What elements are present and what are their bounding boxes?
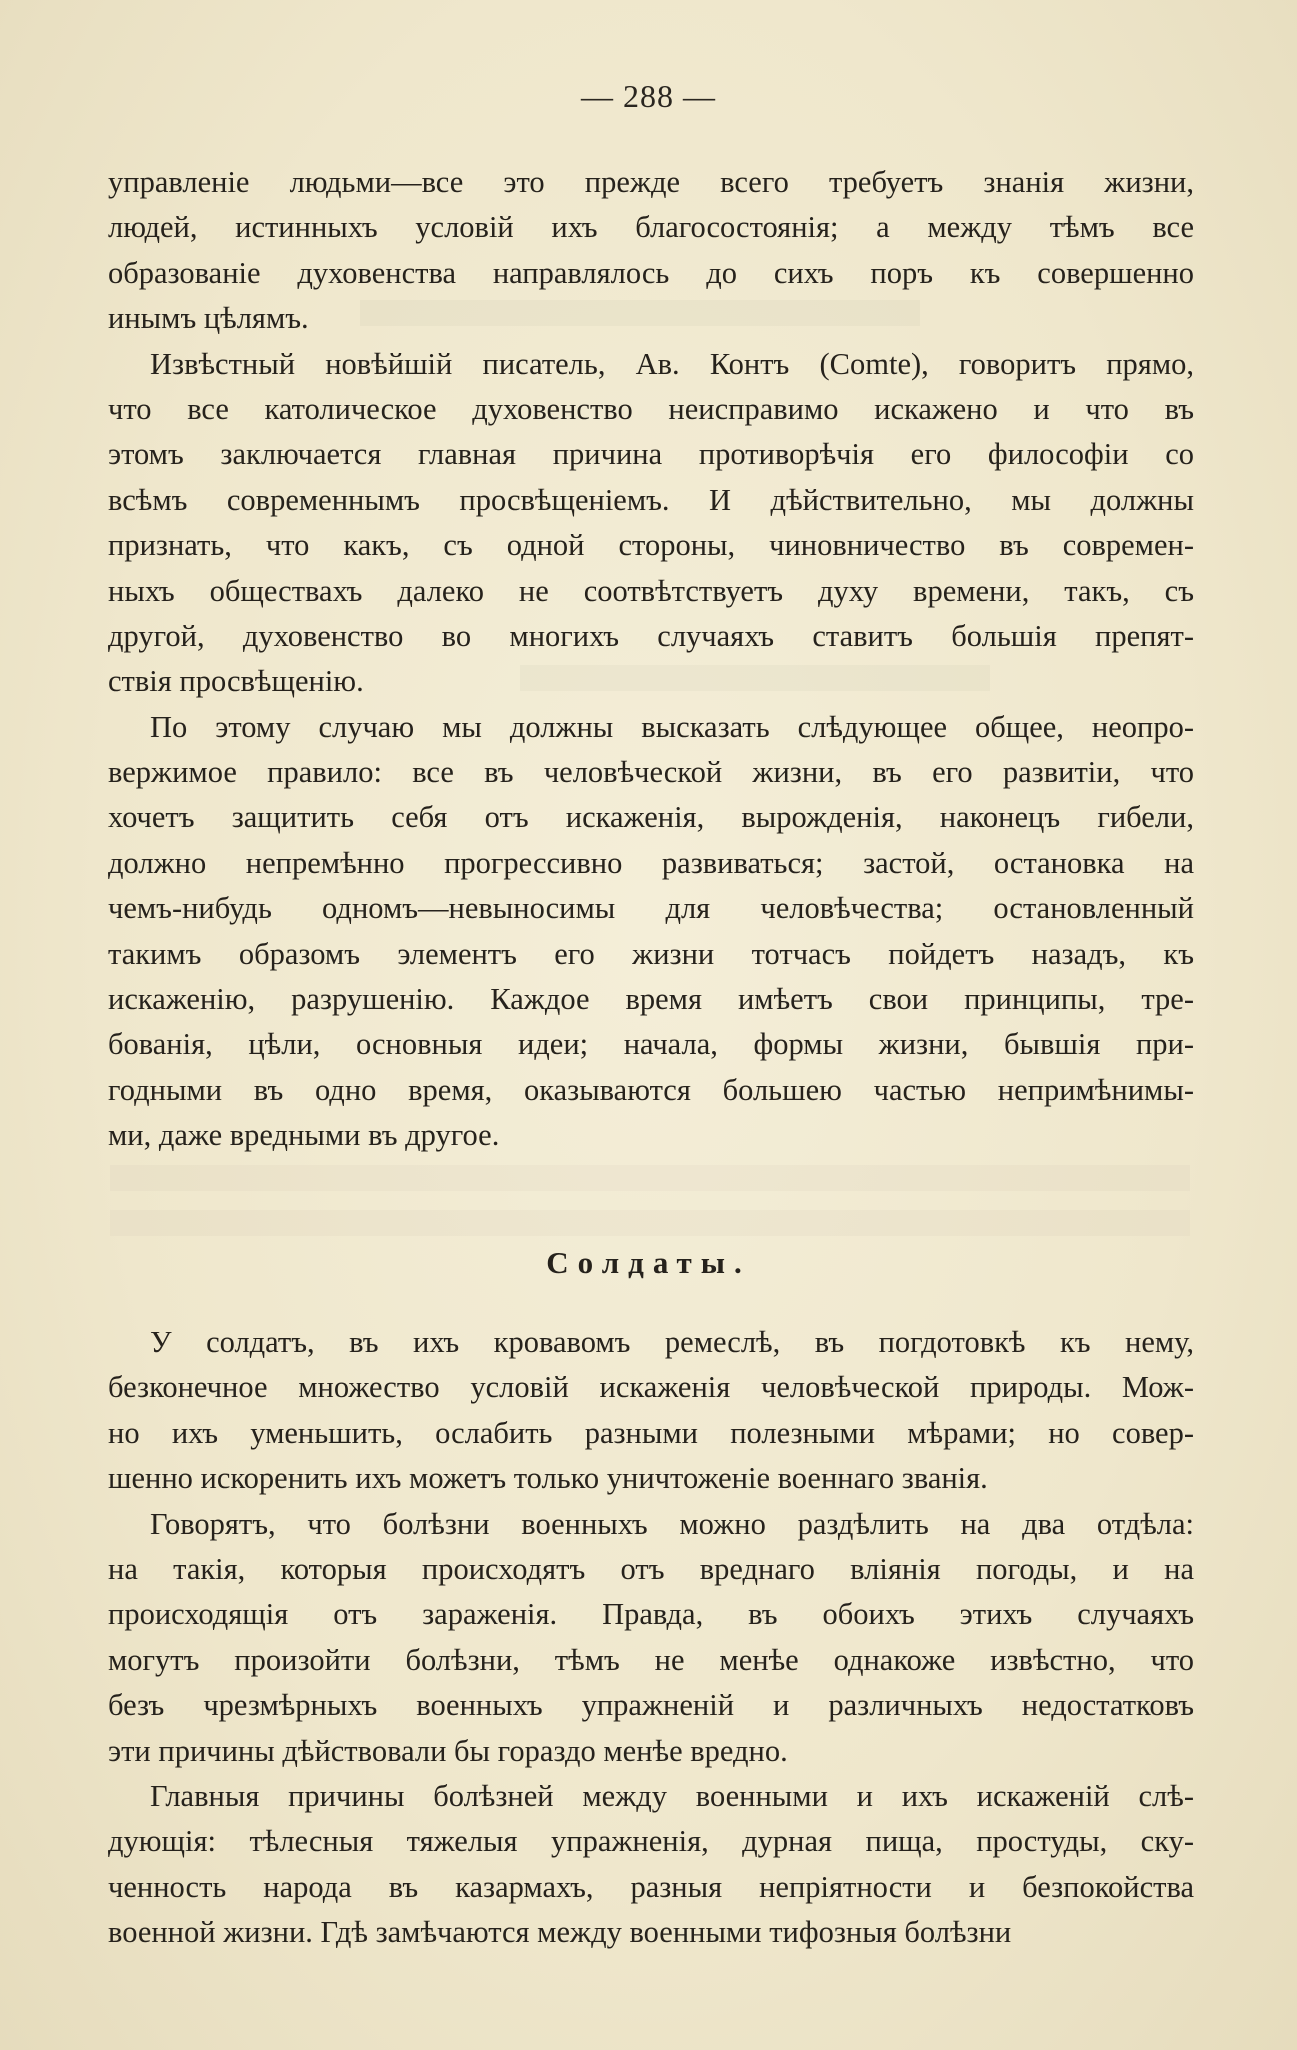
text-line: Главныя причины болѣзней между военными и ихъ искаженій слѣ- bbox=[150, 1778, 1194, 1813]
text-line: управленіе людьми—все это прежде всего требуетъ знанія жизни, bbox=[108, 165, 1194, 199]
text-line: вержимое правило: все въ человѣческой жизни, въ его развитіи, что bbox=[108, 755, 1194, 790]
text-line: чемъ-нибудь одномъ—невыносимы для человѣчества; остановленный bbox=[108, 891, 1194, 926]
show-through-shadow bbox=[110, 1165, 1190, 1191]
text-line: ныхъ обществахъ далеко не соотвѣтствуетъ духу времени, такъ, съ bbox=[108, 573, 1194, 608]
text-line: ченность народа въ казармахъ, разныя непріятности и безпокойства bbox=[108, 1869, 1194, 1904]
text-line: этомъ заключается главная причина противорѣчія его философіи со bbox=[108, 437, 1194, 472]
text-line: должно непремѣнно прогрессивно развиваться; застой, остановка на bbox=[108, 845, 1194, 880]
show-through-shadow bbox=[110, 1210, 1190, 1236]
text-line: что все католическое духовенство неисправимо искажено и что въ bbox=[108, 391, 1194, 426]
text-block-lower bbox=[108, 1320, 1194, 1955]
paragraph bbox=[108, 1774, 1194, 1956]
text-line: но ихъ уменьшить, ослабить разными полезными мѣрами; но совер- bbox=[108, 1415, 1194, 1450]
text-line: образованіе духовенства направлялось до сихъ поръ къ совершенно bbox=[108, 255, 1194, 290]
text-line: безконечное множество условій искаженія человѣческой природы. Мож- bbox=[108, 1370, 1194, 1405]
paragraph bbox=[108, 342, 1194, 705]
paragraph bbox=[108, 1502, 1194, 1774]
text-line: другой, духовенство во многихъ случаяхъ ставитъ большія препят- bbox=[108, 618, 1194, 653]
text-line: людей, истинныхъ условій ихъ благосостоянія; а между тѣмъ все bbox=[108, 210, 1194, 245]
text-line: бованія, цѣли, основныя идеи; начала, формы жизни, бывшія при- bbox=[108, 1027, 1194, 1062]
text-line: такимъ образомъ элементъ его жизни тотчасъ пойдетъ назадъ, къ bbox=[108, 936, 1194, 971]
text-line: на такія, которыя происходятъ отъ вреднаго вліянія погоды, и на bbox=[108, 1551, 1194, 1586]
paragraph bbox=[108, 705, 1194, 1159]
text-line: искаженію, разрушенію. Каждое время имѣетъ свои принципы, тре- bbox=[108, 982, 1194, 1017]
text-line: Говорятъ, что болѣзни военныхъ можно раздѣлить на два отдѣла: bbox=[150, 1506, 1194, 1541]
page-number: — 288 — bbox=[581, 78, 716, 114]
text-line: могутъ произойти болѣзни, тѣмъ не менѣе однакоже извѣстно, что bbox=[108, 1642, 1194, 1677]
text-line: военной жизни. Гдѣ замѣчаются между военными тифозныя болѣзни bbox=[108, 1915, 1012, 1950]
section-heading: Солдаты. bbox=[546, 1245, 751, 1280]
text-line: происходящія отъ зараженія. Правда, въ обоихъ этихъ случаяхъ bbox=[108, 1597, 1194, 1632]
text-line: эти причины дѣйствовали бы гораздо менѣе вредно. bbox=[108, 1733, 788, 1768]
paragraph bbox=[108, 160, 1194, 342]
text-line: инымъ цѣлямъ. bbox=[108, 301, 309, 336]
text-line: У солдатъ, въ ихъ кровавомъ ремеслѣ, въ погдотовкѣ къ нему, bbox=[150, 1325, 1194, 1359]
text-line: хочетъ защитить себя отъ искаженія, вырожденія, наконецъ гибели, bbox=[108, 800, 1194, 835]
text-block-upper bbox=[108, 160, 1194, 1159]
text-line: По этому случаю мы должны высказать слѣдующее общее, неопро- bbox=[150, 709, 1194, 744]
text-line: всѣмъ современнымъ просвѣщеніемъ. И дѣйствительно, мы должны bbox=[108, 482, 1194, 517]
text-line: годными въ одно время, оказываются большею частью непримѣнимы- bbox=[108, 1072, 1194, 1107]
text-line: ми, даже вредными въ другое. bbox=[108, 1118, 500, 1153]
text-line: ствія просвѣщенію. bbox=[108, 664, 364, 699]
text-line: шенно искоренить ихъ можетъ только уничтоженіе военнаго званія. bbox=[108, 1461, 988, 1496]
text-line: дующія: тѣлесныя тяжелыя упражненія, дурная пища, простуды, ску- bbox=[108, 1824, 1194, 1859]
text-line: безъ чрезмѣрныхъ военныхъ упражненій и различныхъ недостатковъ bbox=[108, 1688, 1194, 1723]
text-line: Извѣстный новѣйшій писатель, Ав. Контъ (Comte), говоритъ прямо, bbox=[150, 346, 1194, 381]
text-line: признать, что какъ, съ одной стороны, чиновничество въ современ- bbox=[108, 528, 1194, 563]
paragraph bbox=[108, 1320, 1194, 1502]
